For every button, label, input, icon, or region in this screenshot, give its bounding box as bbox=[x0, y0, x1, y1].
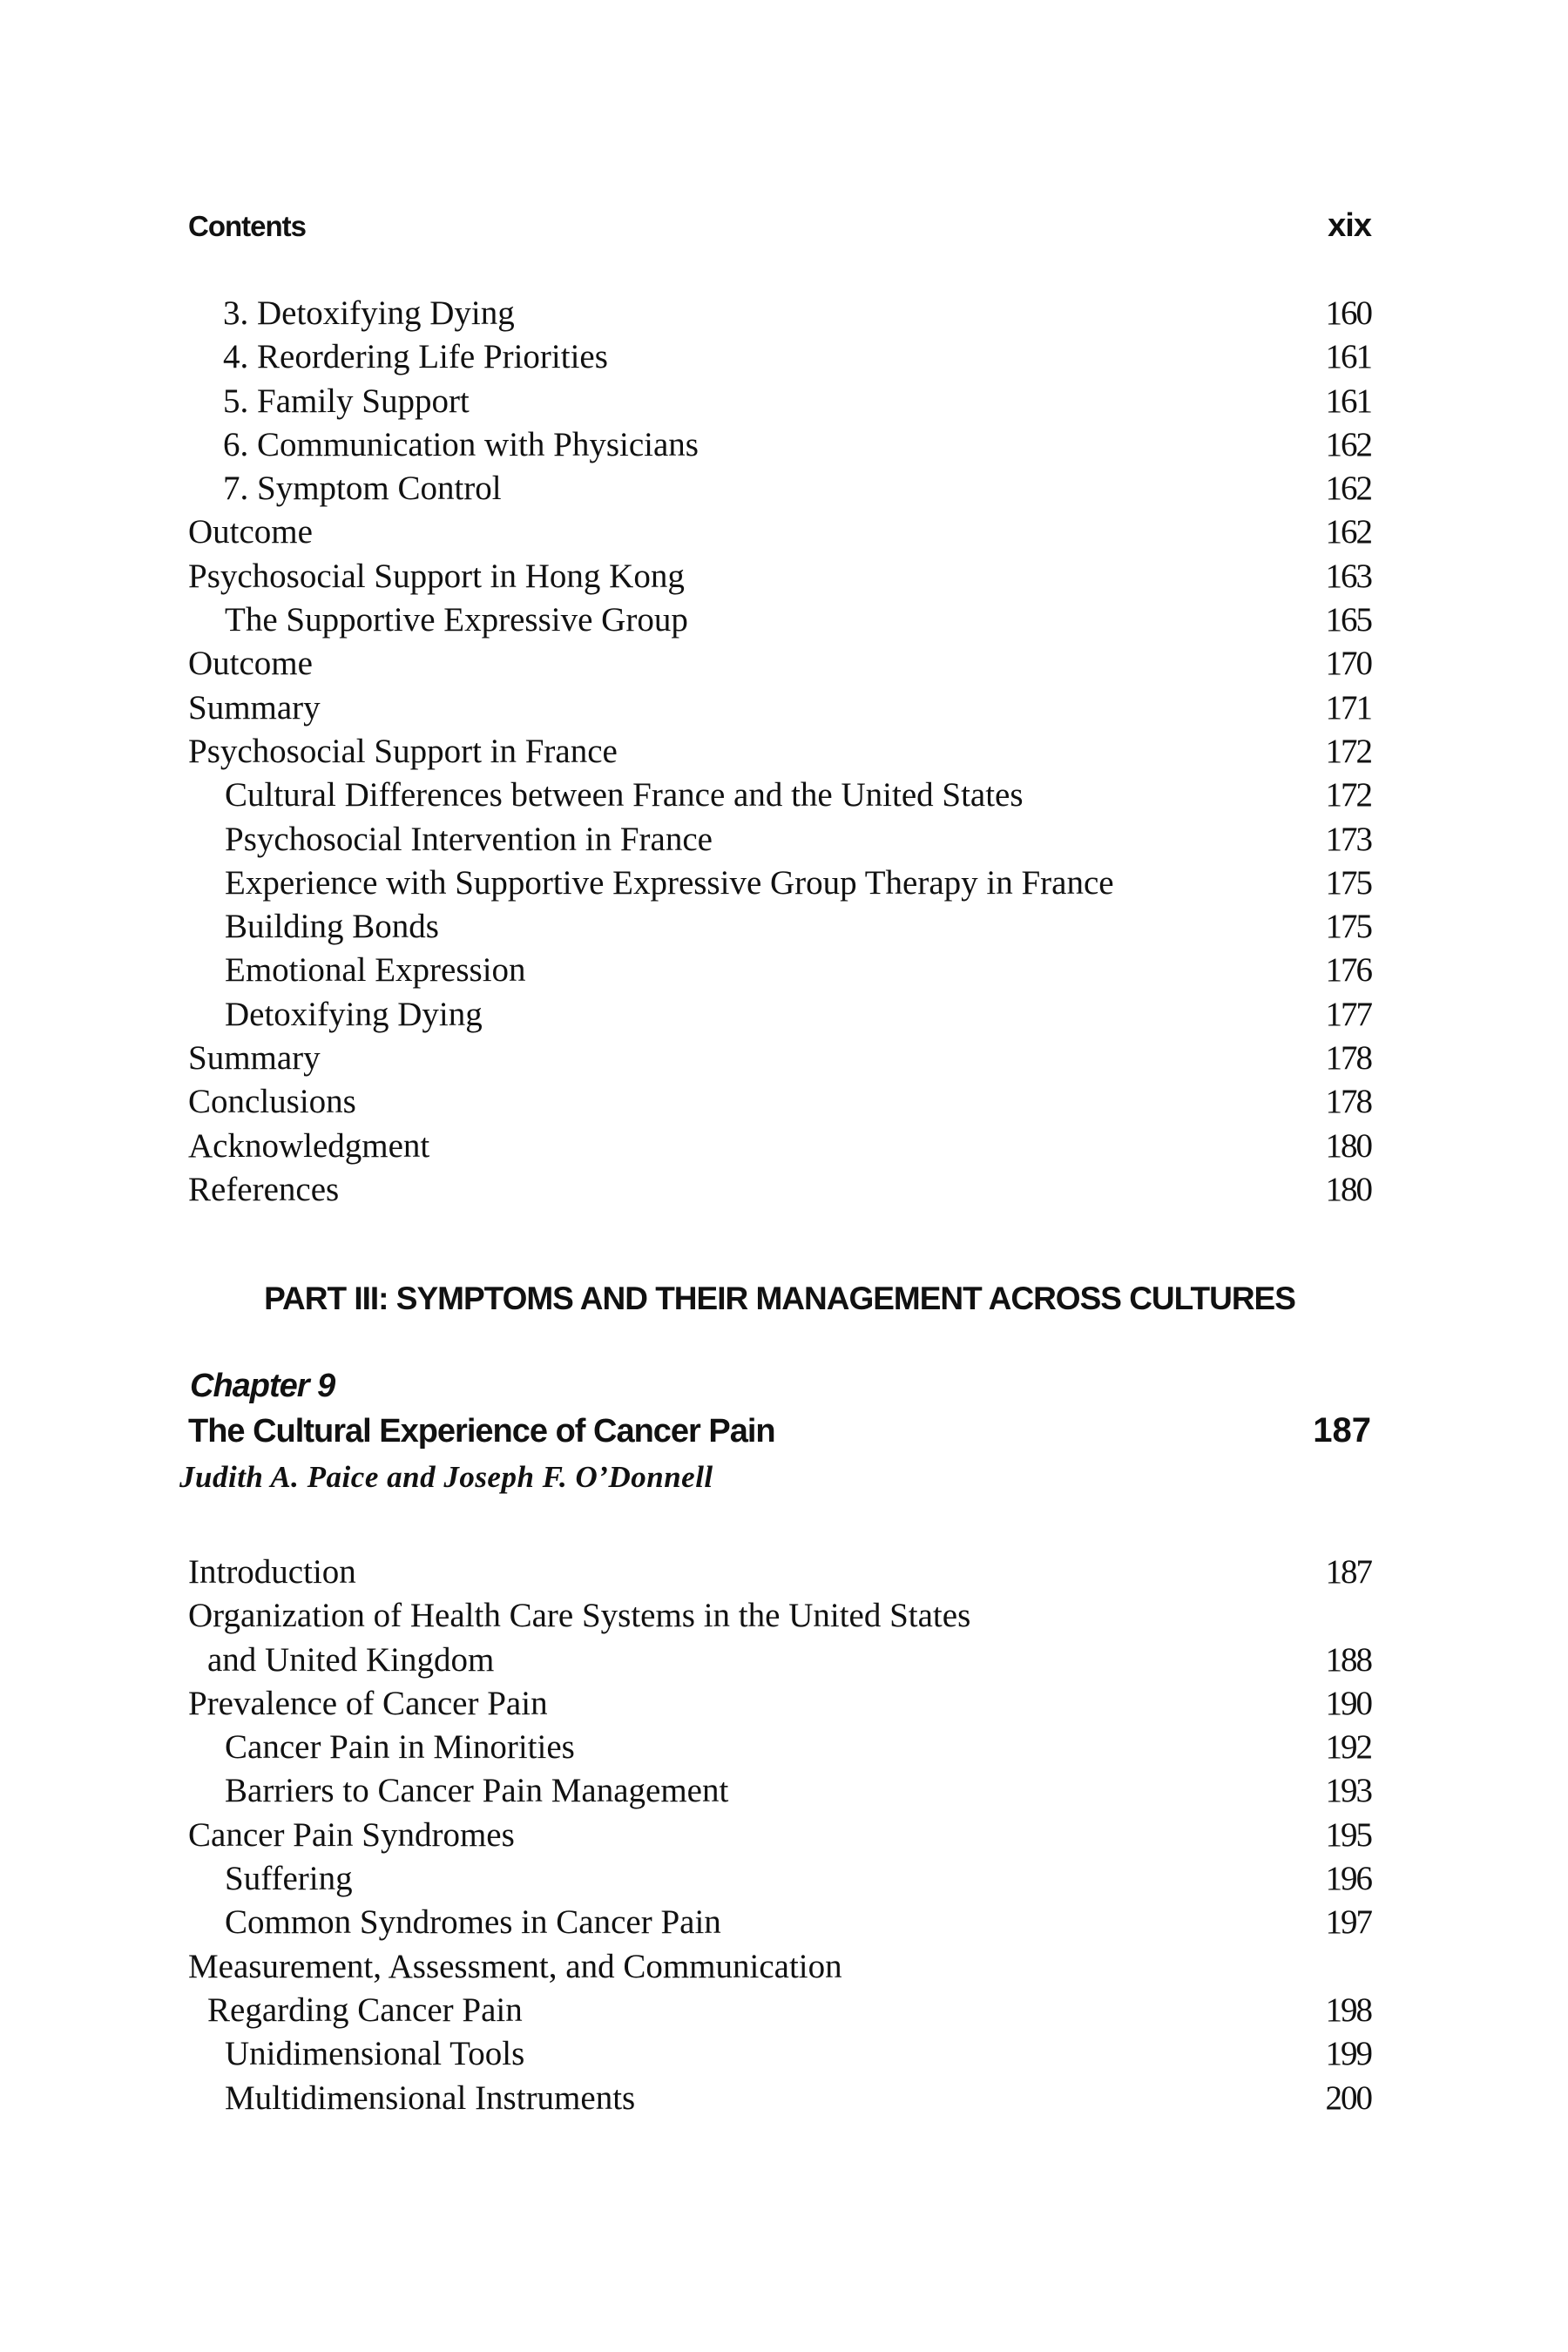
toc-entry-title: Prevalence of Cancer Pain bbox=[188, 1684, 548, 1722]
toc-entry-title: Summary bbox=[188, 688, 321, 727]
toc-entry bbox=[188, 1857, 1371, 1901]
toc-entry-page: 199 bbox=[1325, 2035, 1371, 2073]
toc-entry bbox=[188, 1551, 1371, 1594]
toc-entry-page: 170 bbox=[1325, 645, 1371, 683]
toc-entry bbox=[188, 774, 1371, 817]
toc-entry bbox=[188, 993, 1371, 1037]
toc-entry-page: 192 bbox=[1325, 1728, 1371, 1767]
toc-entry-title: Cancer Pain in Minorities bbox=[225, 1728, 575, 1767]
running-head bbox=[188, 207, 1371, 245]
toc-entry-title: References bbox=[188, 1170, 340, 1208]
toc-entry-page: 175 bbox=[1325, 863, 1371, 902]
toc-entry-page: 177 bbox=[1325, 995, 1371, 1033]
chapter-authors: Judith A. Paice and Joseph F. O’Donnell bbox=[179, 1460, 713, 1494]
toc-entry-title: Acknowledgment bbox=[188, 1126, 430, 1165]
toc-entry-title: 6. Communication with Physicians bbox=[223, 425, 699, 463]
toc-entry-page: 200 bbox=[1325, 2078, 1371, 2117]
toc-entry-title: Psychosocial Intervention in France bbox=[225, 820, 713, 858]
running-head-page-number: xix bbox=[1328, 207, 1371, 244]
toc-entry bbox=[188, 642, 1371, 686]
toc-entry bbox=[188, 467, 1371, 510]
toc-entry-title: Multidimensional Instruments bbox=[225, 2078, 636, 2117]
toc-entry bbox=[188, 1682, 1371, 1726]
toc-entry bbox=[188, 862, 1371, 905]
toc-entry-title: Organization of Health Care Systems in the United States bbox=[188, 1597, 971, 1635]
toc-entry bbox=[188, 598, 1371, 642]
toc-entry-page: 188 bbox=[1325, 1640, 1371, 1679]
toc-entry-page: 176 bbox=[1325, 951, 1371, 990]
toc-entry-title: 4. Reordering Life Priorities bbox=[223, 338, 608, 376]
toc-entry-title: Summary bbox=[188, 1039, 321, 1078]
toc-entry-title: and United Kingdom bbox=[207, 1640, 495, 1679]
toc-entry-page: 173 bbox=[1325, 820, 1371, 858]
toc-entry-page: 180 bbox=[1325, 1126, 1371, 1165]
toc-entry bbox=[188, 1037, 1371, 1080]
chapter-title-row bbox=[188, 1411, 1371, 1450]
toc-entry-page: 165 bbox=[1325, 601, 1371, 639]
toc-entry bbox=[188, 1639, 1371, 1682]
toc-entry bbox=[188, 1594, 1371, 1638]
toc-entry bbox=[188, 2077, 1371, 2120]
toc-entry-title: 3. Detoxifying Dying bbox=[223, 294, 515, 332]
toc-entry-title: Suffering bbox=[225, 1860, 353, 1898]
toc-entry-title: Psychosocial Support in France bbox=[188, 732, 618, 770]
toc-entry bbox=[188, 818, 1371, 862]
toc-entry bbox=[188, 905, 1371, 949]
toc-entry-page: 162 bbox=[1325, 425, 1371, 463]
toc-entry bbox=[188, 292, 1371, 335]
toc-entry bbox=[188, 510, 1371, 554]
toc-entry bbox=[188, 1168, 1371, 1212]
toc-entry bbox=[188, 380, 1371, 423]
toc-entry-page: 178 bbox=[1325, 1083, 1371, 1121]
chapter-page: 187 bbox=[1313, 1411, 1371, 1450]
toc-entry-page: 196 bbox=[1325, 1860, 1371, 1898]
toc-entry-page: 172 bbox=[1325, 732, 1371, 770]
toc-entry bbox=[188, 423, 1371, 467]
toc-list-chapter9 bbox=[188, 1551, 1371, 2120]
toc-entry bbox=[188, 686, 1371, 730]
toc-entry-page: 187 bbox=[1325, 1553, 1371, 1591]
toc-list-continued bbox=[188, 292, 1371, 1212]
toc-entry-page: 162 bbox=[1325, 470, 1371, 508]
toc-entry-page: 163 bbox=[1325, 557, 1371, 595]
toc-entry-title: The Supportive Expressive Group bbox=[225, 601, 688, 639]
toc-entry bbox=[188, 1989, 1371, 2032]
toc-entry-title: Cultural Differences between France and the United States bbox=[225, 776, 1024, 814]
toc-entry-title: Psychosocial Support in Hong Kong bbox=[188, 557, 685, 595]
toc-entry-title: 5. Family Support bbox=[223, 382, 470, 420]
toc-entry bbox=[188, 555, 1371, 598]
toc-entry-page: 198 bbox=[1325, 1990, 1371, 2029]
toc-entry-page: 171 bbox=[1325, 688, 1371, 727]
toc-entry-title: Experience with Supportive Expressive Group Therapy in France bbox=[225, 863, 1114, 902]
toc-entry-title: Regarding Cancer Pain bbox=[207, 1990, 523, 2029]
toc-entry bbox=[188, 1726, 1371, 1769]
toc-entry-page: 193 bbox=[1325, 1772, 1371, 1810]
toc-entry-title: Outcome bbox=[188, 513, 313, 551]
toc-entry-page: 175 bbox=[1325, 908, 1371, 946]
chapter-label: Chapter 9 bbox=[190, 1368, 335, 1404]
toc-entry bbox=[188, 1814, 1371, 1857]
toc-entry-title: Emotional Expression bbox=[225, 951, 526, 990]
toc-entry-page: 178 bbox=[1325, 1039, 1371, 1078]
running-head-section: Contents bbox=[188, 210, 306, 242]
toc-entry bbox=[188, 1769, 1371, 1813]
toc-entry bbox=[188, 1901, 1371, 1944]
toc-entry-title: Outcome bbox=[188, 645, 313, 683]
toc-entry-page: 162 bbox=[1325, 513, 1371, 551]
toc-entry-title: Detoxifying Dying bbox=[225, 995, 483, 1033]
toc-entry bbox=[188, 1945, 1371, 1989]
toc-entry-title: Measurement, Assessment, and Communication bbox=[188, 1947, 842, 1985]
toc-entry bbox=[188, 1080, 1371, 1124]
toc-entry-title: Unidimensional Tools bbox=[225, 2035, 525, 2073]
toc-entry-title: Building Bonds bbox=[225, 908, 439, 946]
toc-entry-title: 7. Symptom Control bbox=[223, 470, 502, 508]
toc-entry-title: Cancer Pain Syndromes bbox=[188, 1815, 515, 1854]
toc-entry-page: 190 bbox=[1325, 1684, 1371, 1722]
part-title: PART III: SYMPTOMS AND THEIR MANAGEMENT ACROSS CULTURES bbox=[264, 1281, 1295, 1316]
toc-entry bbox=[188, 949, 1371, 992]
toc-entry-page: 161 bbox=[1325, 338, 1371, 376]
toc-entry bbox=[188, 335, 1371, 379]
toc-entry-page: 197 bbox=[1325, 1903, 1371, 1942]
toc-entry-page: 161 bbox=[1325, 382, 1371, 420]
toc-entry-title: Barriers to Cancer Pain Management bbox=[225, 1772, 729, 1810]
toc-entry bbox=[188, 1125, 1371, 1168]
toc-entry-page: 180 bbox=[1325, 1170, 1371, 1208]
toc-entry-title: Common Syndromes in Cancer Pain bbox=[225, 1903, 721, 1942]
toc-entry bbox=[188, 2032, 1371, 2076]
chapter-title: The Cultural Experience of Cancer Pain bbox=[188, 1413, 775, 1450]
toc-entry-page: 172 bbox=[1325, 776, 1371, 814]
toc-entry-title: Conclusions bbox=[188, 1083, 356, 1121]
toc-entry bbox=[188, 730, 1371, 774]
toc-entry-page: 160 bbox=[1325, 294, 1371, 332]
toc-entry-title: Introduction bbox=[188, 1553, 356, 1591]
toc-entry-page: 195 bbox=[1325, 1815, 1371, 1854]
